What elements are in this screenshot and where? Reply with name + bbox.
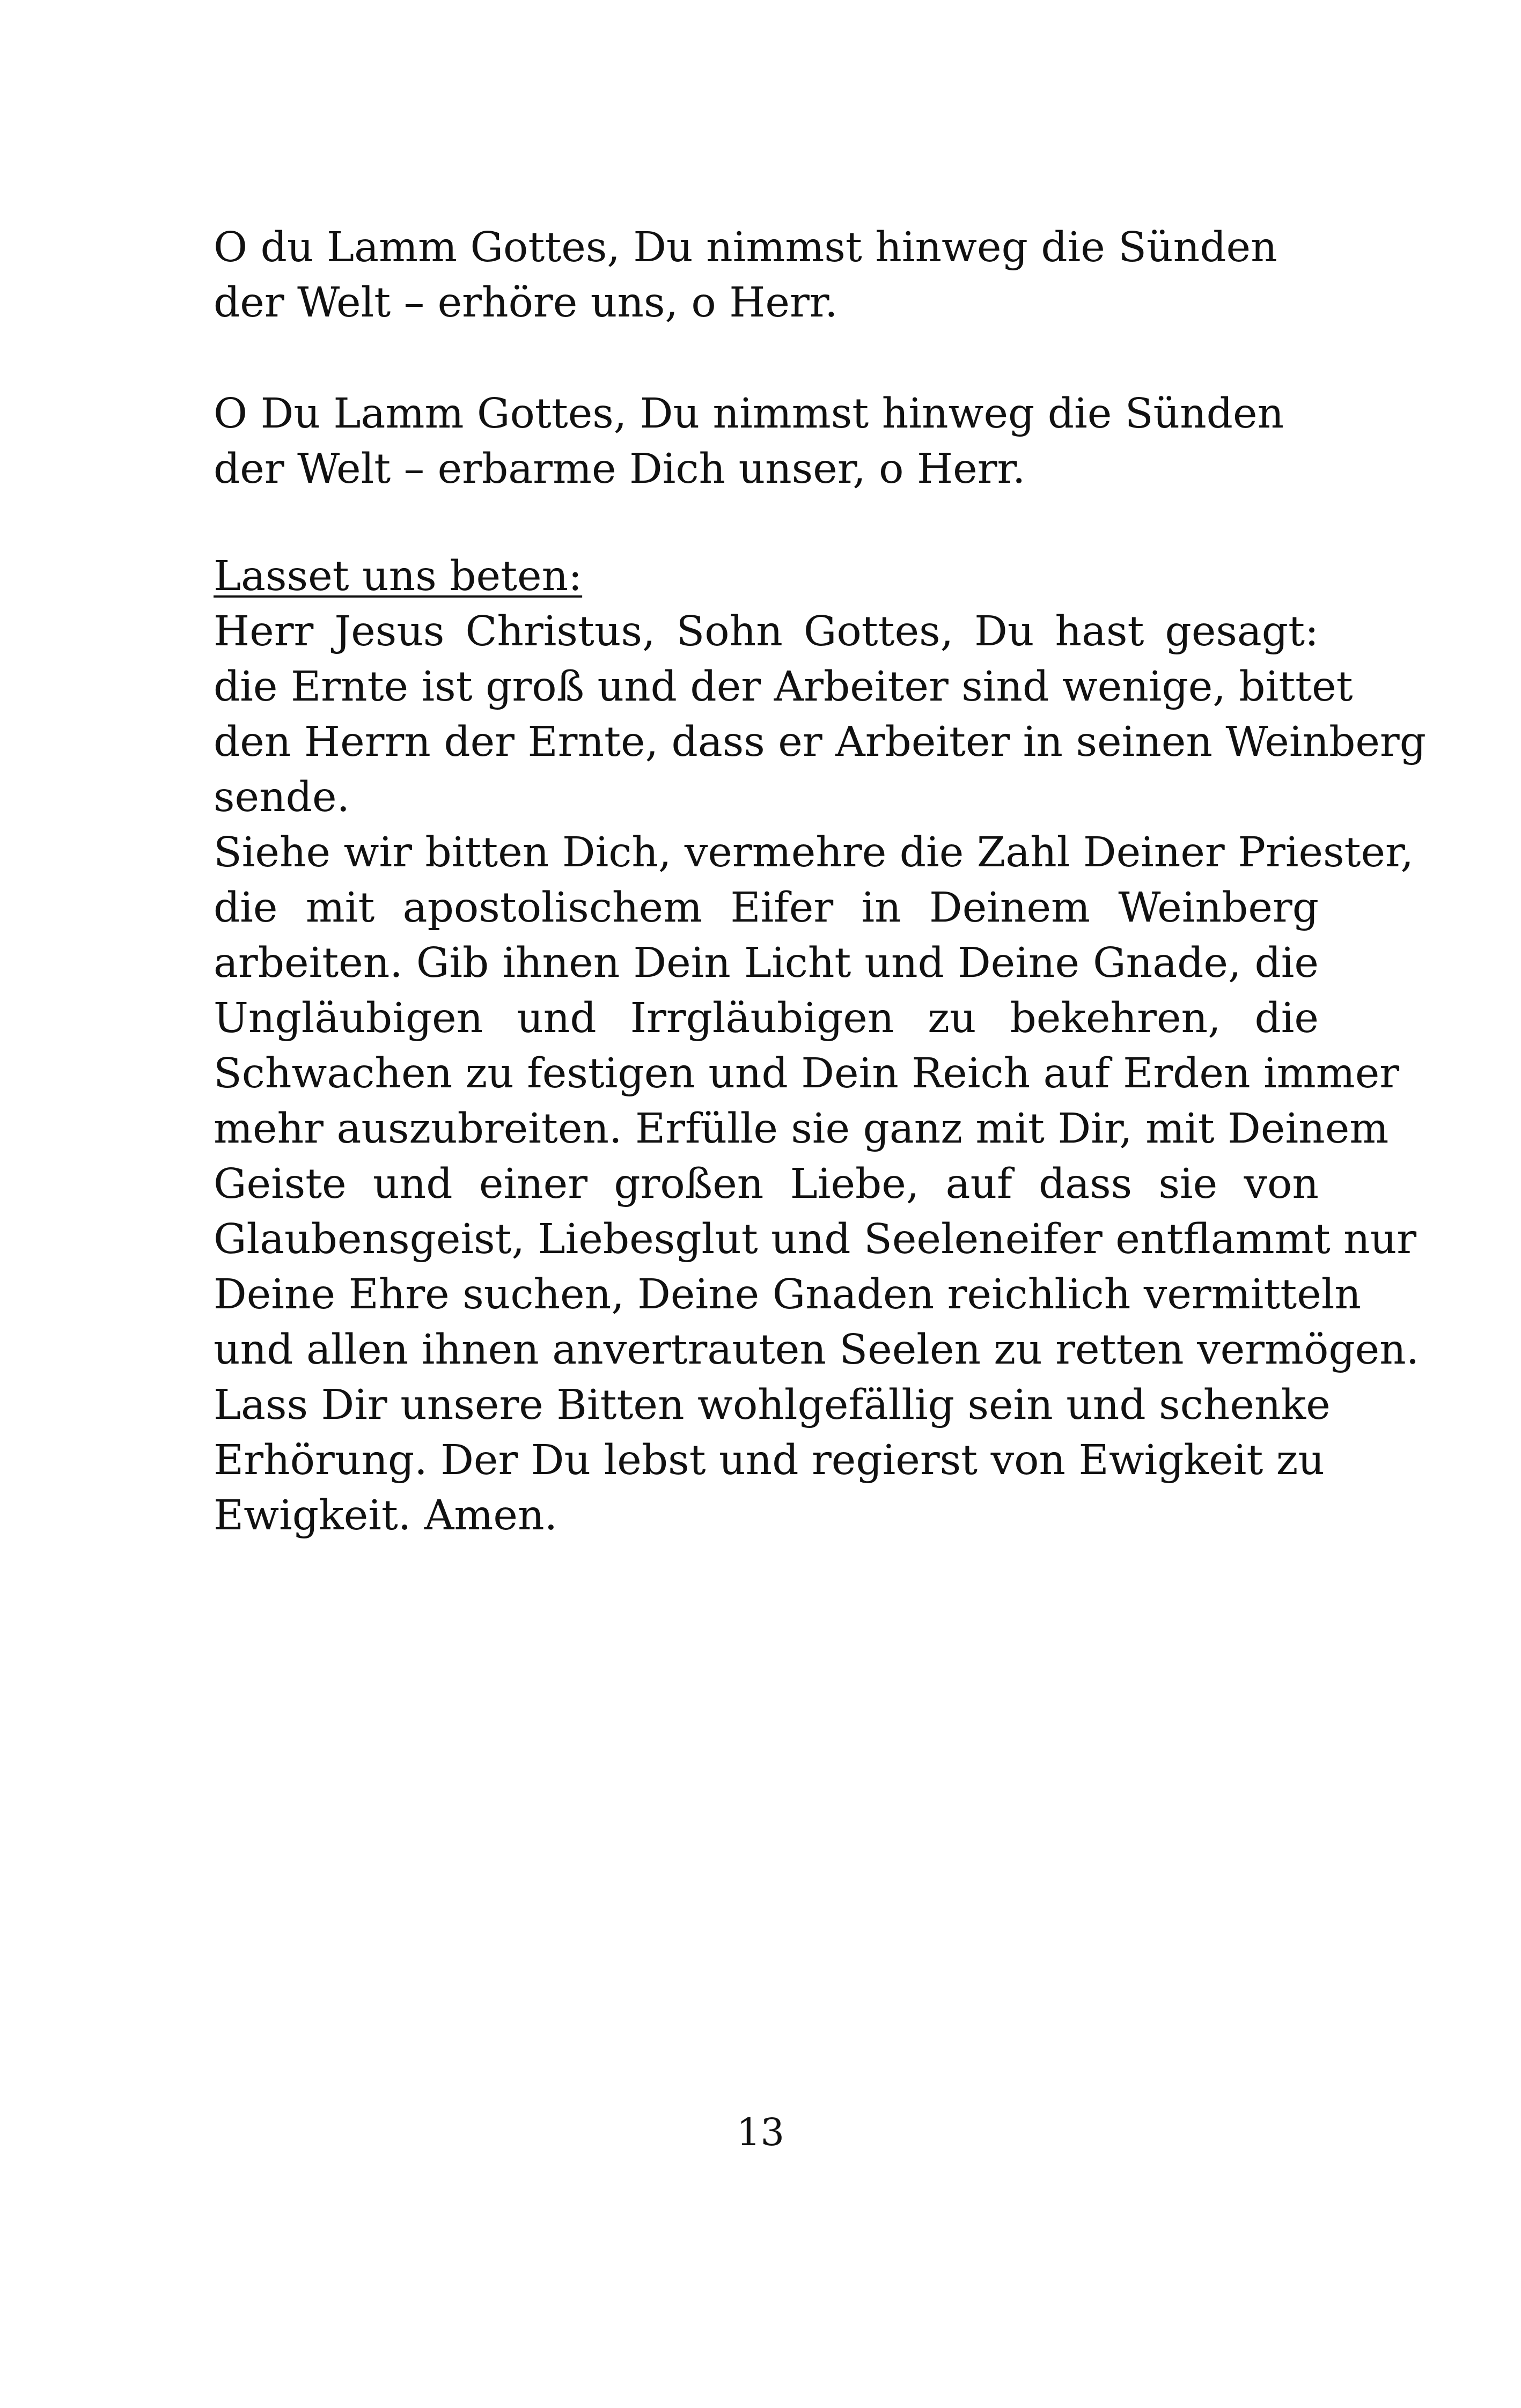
prayer-line: Schwachen zu festigen und Dein Reich auf Erden immer	[214, 1050, 1400, 1098]
prayer-line: Lass Dir unsere Bitten wohlgefällig sein und schenke	[214, 1381, 1331, 1429]
prayer-line: Glaubensgeist, Liebesglut und Seeleneifer entflammt nur	[214, 1216, 1417, 1263]
prayer-line: arbeiten. Gib ihnen Dein Licht und Deine Gnade, die	[214, 939, 1319, 987]
verse-line: O Du Lamm Gottes, Du nimmst hinweg die Sünden	[214, 390, 1284, 438]
prayer-line: Siehe wir bitten Dich, vermehre die Zahl Deiner Priester,	[214, 829, 1414, 877]
prayer-section	[214, 549, 1427, 1543]
prayer-line: Erhörung. Der Du lebst und regierst von Ewigkeit zu	[214, 1437, 1325, 1484]
prayer-line: Geiste und einer großen Liebe, auf dass sie von	[214, 1160, 1319, 1208]
verse-text	[214, 386, 1319, 497]
verse-line: der Welt – erhöre uns, o Herr.	[214, 279, 838, 327]
prayer-line: Deine Ehre suchen, Deine Gnaden reichlich vermitteln	[214, 1271, 1362, 1319]
prayer-line: Herr Jesus Christus, Sohn Gottes, Du hast gesagt:	[214, 608, 1319, 656]
prayer-line: mehr auszubreiten. Erfülle sie ganz mit Dir, mit Deinem	[214, 1105, 1389, 1153]
prayer-line: die Ernte ist groß und der Arbeiter sind wenige, bittet	[214, 663, 1353, 711]
prayer-line: den Herrn der Ernte, dass er Arbeiter in seinen Weinberg	[214, 718, 1427, 766]
prayer-line: und allen ihnen anvertrauten Seelen zu retten vermögen.	[214, 1326, 1420, 1374]
page-number: 13	[736, 2110, 785, 2154]
prayer-heading: Lasset uns beten:	[214, 553, 583, 600]
prayer-line: die mit apostolischem Eifer in Deinem Weinberg	[214, 884, 1319, 932]
prayer-line: Ewigkeit. Amen.	[214, 1492, 558, 1540]
verse-line: der Welt – erbarme Dich unser, o Herr.	[214, 445, 1026, 493]
prayer-line: sende.	[214, 774, 350, 821]
verse-line: O du Lamm Gottes, Du nimmst hinweg die Sünden	[214, 224, 1277, 271]
verse-1	[214, 220, 1319, 330]
prayer-line: Ungläubigen und Irrgläubigen zu bekehren, die	[214, 995, 1319, 1042]
verse-2	[214, 386, 1319, 497]
verse-text	[214, 220, 1319, 330]
